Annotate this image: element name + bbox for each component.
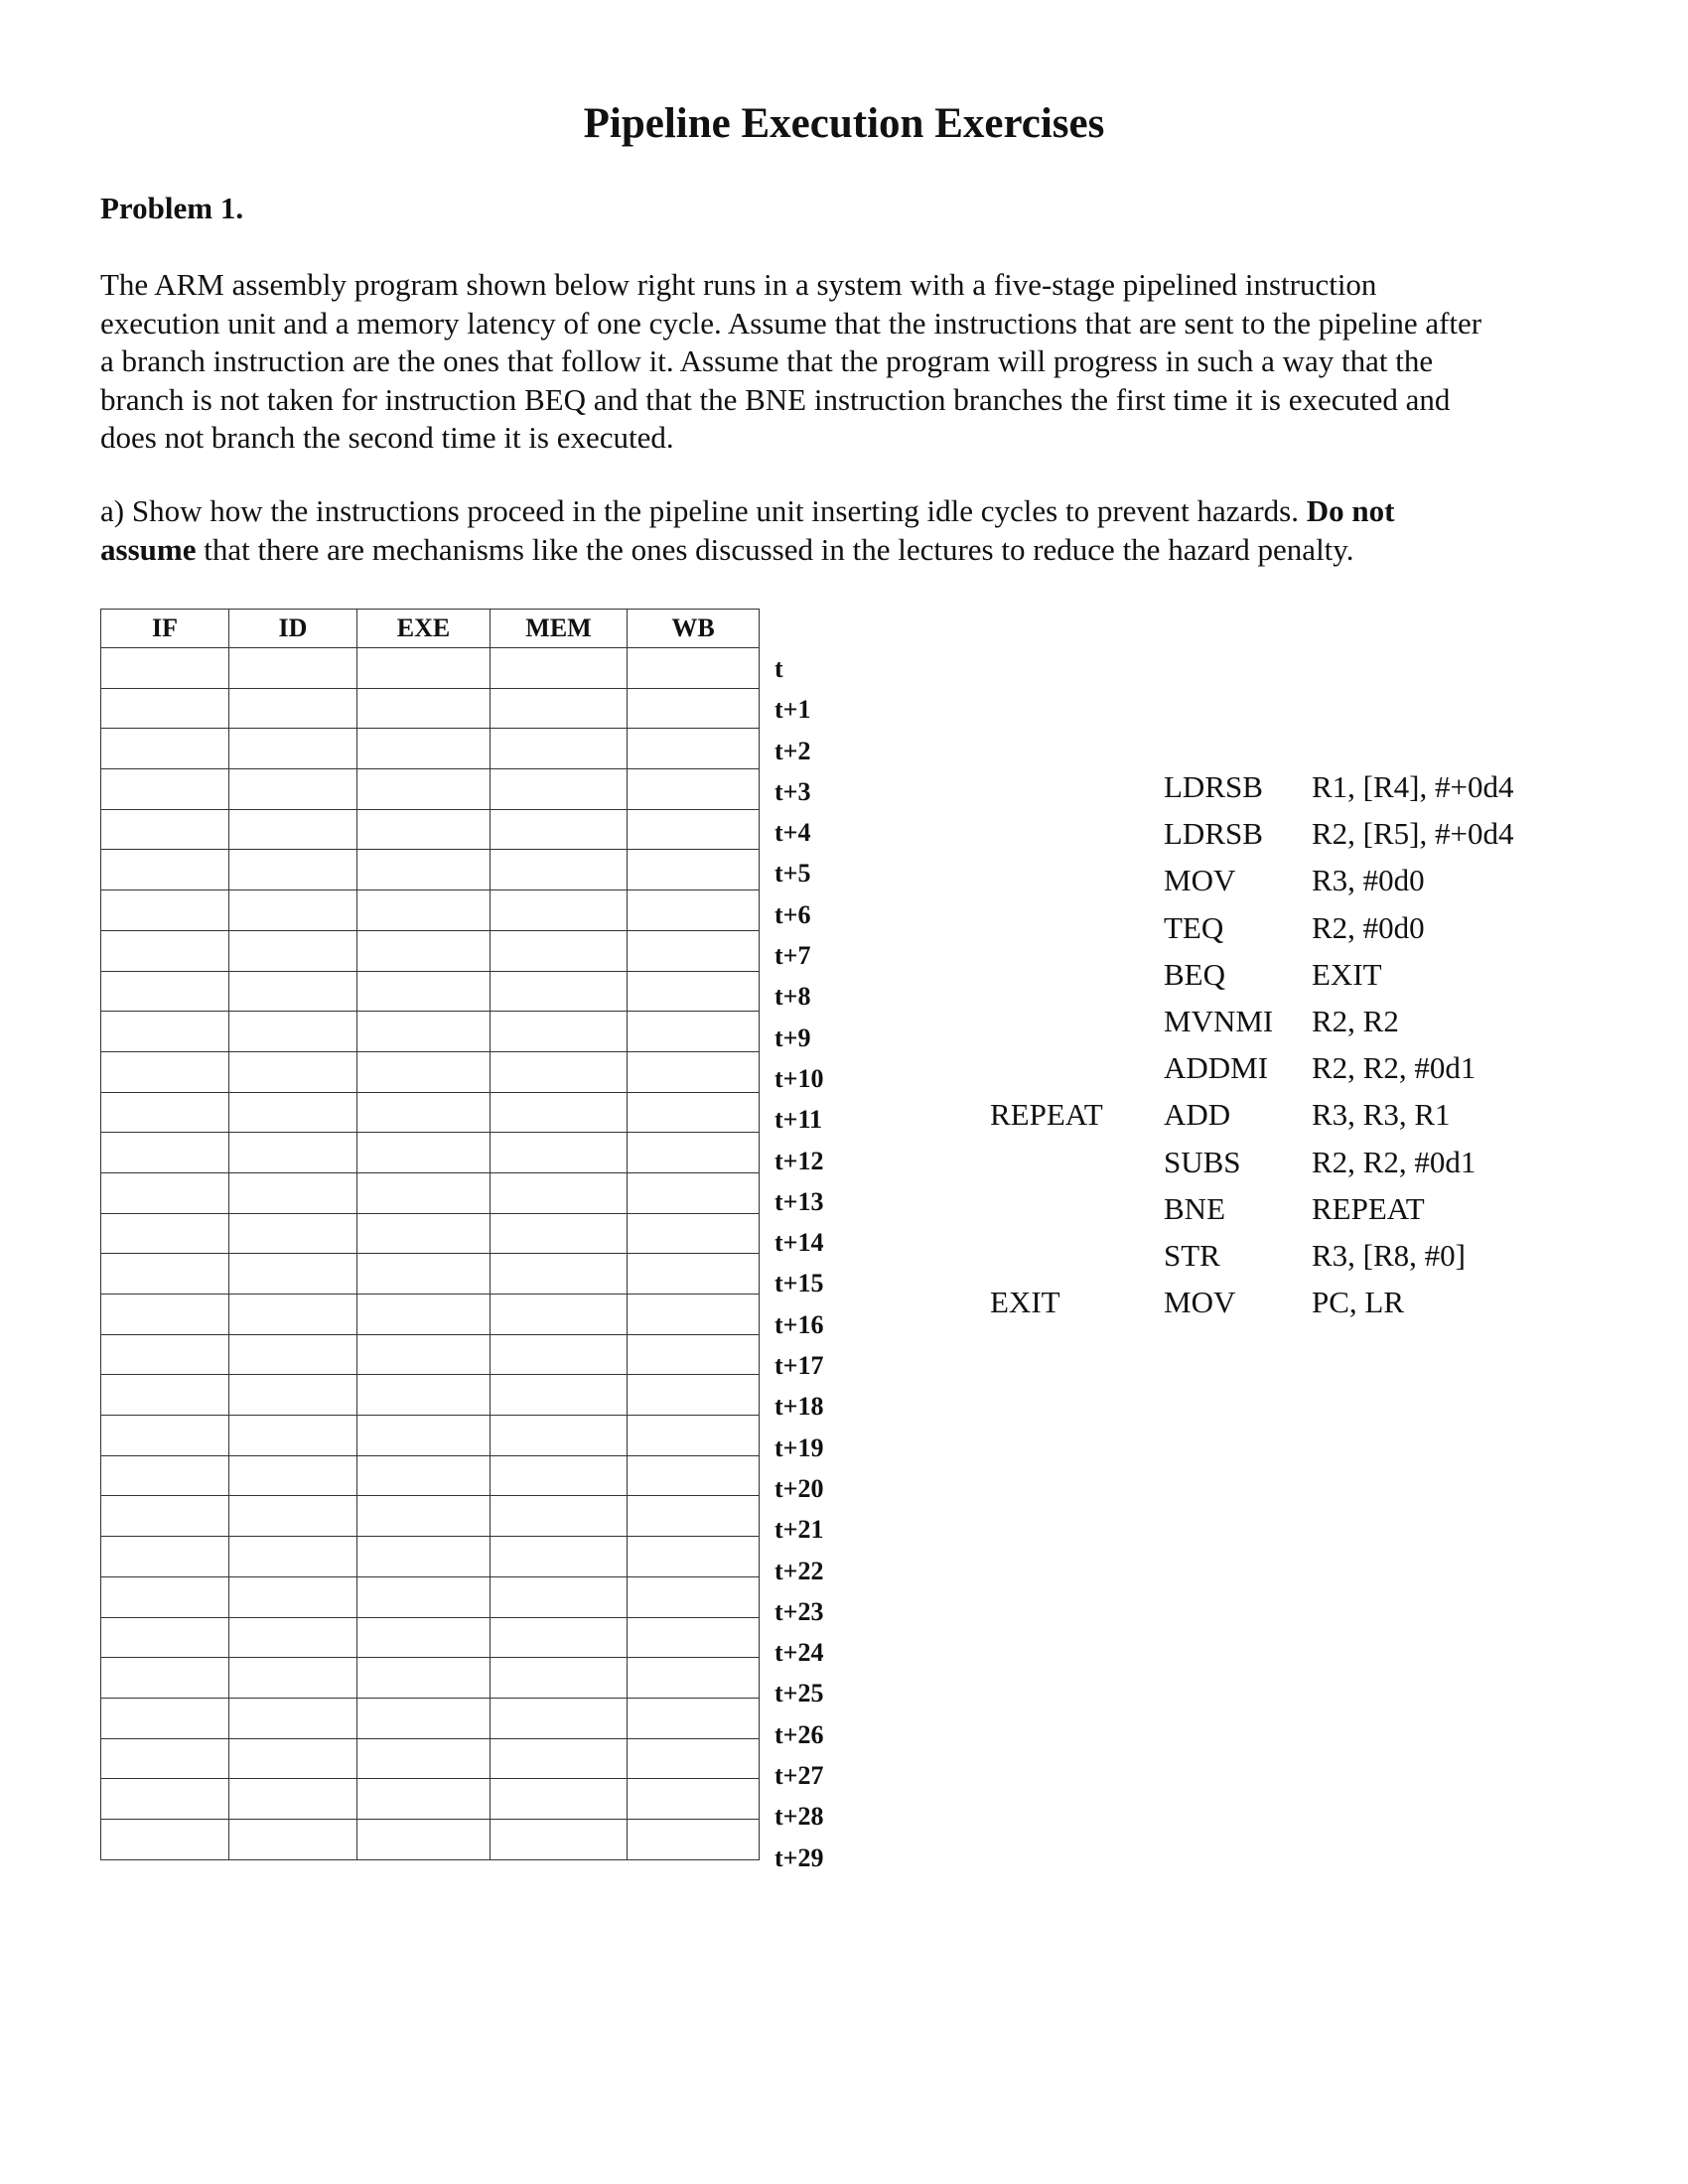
problem-description (100, 266, 1610, 458)
pipeline-row (101, 1172, 760, 1213)
instruction-operands: R1, [R4], #+0d4 (1312, 769, 1514, 804)
pipeline-cell[interactable] (229, 1576, 357, 1617)
pipeline-cell[interactable] (357, 809, 491, 850)
pipeline-cell[interactable] (101, 850, 229, 890)
time-label: t+10 (774, 1063, 824, 1093)
pipeline-cell[interactable] (357, 1819, 491, 1859)
pipeline-cell[interactable] (491, 1092, 628, 1133)
pipeline-cell[interactable] (101, 1133, 229, 1173)
pipeline-cell[interactable] (628, 1092, 760, 1133)
pipeline-cell[interactable] (491, 850, 628, 890)
instruction-opcode: TEQ (1164, 909, 1224, 945)
part-a-emphasis: assume (100, 531, 197, 567)
pipeline-cell[interactable] (101, 1496, 229, 1537)
pipeline-cell[interactable] (101, 1254, 229, 1295)
pipeline-cell[interactable] (357, 890, 491, 931)
pipeline-row (101, 1092, 760, 1133)
time-label: t+29 (774, 1843, 824, 1872)
pipeline-row (101, 769, 760, 810)
pipeline-cell[interactable] (628, 850, 760, 890)
pipeline-row (101, 1698, 760, 1738)
instruction-operands: R3, R3, R1 (1312, 1097, 1451, 1133)
pipeline-cell[interactable] (101, 1092, 229, 1133)
pipeline-cell[interactable] (357, 1172, 491, 1213)
pipeline-cell[interactable] (491, 1012, 628, 1052)
pipeline-cell[interactable] (101, 890, 229, 931)
pipeline-row (101, 1254, 760, 1295)
pipeline-cell[interactable] (628, 1416, 760, 1456)
pipeline-cell[interactable] (628, 890, 760, 931)
time-label: t+4 (774, 818, 811, 848)
pipeline-row (101, 1334, 760, 1375)
pipeline-cell[interactable] (357, 1658, 491, 1699)
time-label: t+25 (774, 1679, 824, 1708)
pipeline-cell[interactable] (491, 809, 628, 850)
pipeline-cell[interactable] (628, 1738, 760, 1779)
time-label: t+16 (774, 1309, 824, 1339)
pipeline-cell[interactable] (357, 850, 491, 890)
pipeline-cell[interactable] (491, 769, 628, 810)
instruction-opcode: LDRSB (1164, 769, 1263, 804)
pipeline-row (101, 648, 760, 689)
pipeline-cell[interactable] (628, 648, 760, 689)
pipeline-cell[interactable] (229, 1172, 357, 1213)
pipeline-cell[interactable] (229, 769, 357, 810)
instruction-label: EXIT (990, 1285, 1060, 1320)
pipeline-cell[interactable] (101, 1658, 229, 1699)
instruction-label: REPEAT (990, 1097, 1103, 1133)
description-line: branch is not taken for instruction BEQ and that the BNE instruction branches the first time it is executed and (100, 381, 1451, 417)
pipeline-cell[interactable] (357, 1295, 491, 1335)
pipeline-cell[interactable] (491, 1334, 628, 1375)
pipeline-cell[interactable] (491, 971, 628, 1012)
pipeline-cell[interactable] (101, 1295, 229, 1335)
stage-header-if: IF (101, 610, 229, 648)
instruction-operands: R2, [R5], #+0d4 (1312, 816, 1514, 852)
time-label: t+12 (774, 1146, 824, 1175)
pipeline-cell[interactable] (229, 1334, 357, 1375)
pipeline-cell[interactable] (491, 1416, 628, 1456)
pipeline-cell[interactable] (229, 930, 357, 971)
instruction-operands: REPEAT (1312, 1190, 1425, 1226)
pipeline-cell[interactable] (101, 1698, 229, 1738)
pipeline-cell[interactable] (628, 1213, 760, 1254)
instruction-operands: R2, R2, #0d1 (1312, 1144, 1477, 1179)
pipeline-row (101, 930, 760, 971)
pipeline-cell[interactable] (628, 1254, 760, 1295)
pipeline-cell[interactable] (628, 1334, 760, 1375)
pipeline-cell[interactable] (491, 1375, 628, 1416)
pipeline-cell[interactable] (357, 1375, 491, 1416)
pipeline-cell[interactable] (357, 1416, 491, 1456)
part-a-line-2 (100, 531, 1610, 570)
pipeline-cell[interactable] (491, 1658, 628, 1699)
pipeline-cell[interactable] (101, 688, 229, 729)
pipeline-cell[interactable] (229, 971, 357, 1012)
pipeline-cell[interactable] (229, 1254, 357, 1295)
pipeline-cell[interactable] (628, 971, 760, 1012)
pipeline-cell[interactable] (101, 1012, 229, 1052)
pipeline-cell[interactable] (101, 729, 229, 769)
pipeline-cell[interactable] (357, 1051, 491, 1092)
instruction-opcode: MOV (1164, 863, 1236, 898)
instruction-operands: R3, [R8, #0] (1312, 1237, 1466, 1273)
pipeline-cell[interactable] (357, 1537, 491, 1577)
pipeline-row (101, 971, 760, 1012)
stage-header-exe: EXE (357, 610, 491, 648)
pipeline-row (101, 1416, 760, 1456)
pipeline-cell[interactable] (229, 1537, 357, 1577)
pipeline-row (101, 1819, 760, 1859)
pipeline-cell[interactable] (101, 1455, 229, 1496)
instruction-opcode: SUBS (1164, 1144, 1241, 1179)
part-a-line-1 (100, 492, 1610, 531)
time-label: t+19 (774, 1433, 824, 1462)
pipeline-cell[interactable] (491, 648, 628, 689)
pipeline-row (101, 1617, 760, 1658)
pipeline-cell[interactable] (101, 809, 229, 850)
pipeline-cell[interactable] (229, 1051, 357, 1092)
pipeline-cell[interactable] (357, 1576, 491, 1617)
pipeline-cell[interactable] (628, 1051, 760, 1092)
pipeline-row (101, 1133, 760, 1173)
pipeline-cell[interactable] (357, 769, 491, 810)
pipeline-cell[interactable] (357, 930, 491, 971)
pipeline-cell[interactable] (357, 971, 491, 1012)
pipeline-cell[interactable] (491, 688, 628, 729)
pipeline-cell[interactable] (491, 1496, 628, 1537)
pipeline-cell[interactable] (357, 1092, 491, 1133)
pipeline-cell[interactable] (491, 1133, 628, 1173)
time-label: t+11 (774, 1105, 823, 1135)
instruction-operands: R2, #0d0 (1312, 909, 1425, 945)
instruction-operands: R2, R2, #0d1 (1312, 1050, 1477, 1086)
page-title: Pipeline Execution Exercises (583, 100, 1105, 147)
pipeline-row (101, 1576, 760, 1617)
pipeline-cell[interactable] (628, 1658, 760, 1699)
pipeline-cell[interactable] (628, 1698, 760, 1738)
pipeline-row (101, 1213, 760, 1254)
pipeline-table (100, 609, 760, 1860)
pipeline-cell[interactable] (229, 648, 357, 689)
pipeline-cell[interactable] (229, 1455, 357, 1496)
pipeline-cell[interactable] (357, 1012, 491, 1052)
pipeline-cell[interactable] (491, 729, 628, 769)
stage-header-id: ID (229, 610, 357, 648)
time-label: t+22 (774, 1556, 824, 1585)
time-label: t+21 (774, 1515, 824, 1545)
pipeline-cell[interactable] (628, 1617, 760, 1658)
pipeline-cell[interactable] (229, 1012, 357, 1052)
description-line: a branch instruction are the ones that follow it. Assume that the program will progress in such a way that the (100, 343, 1434, 378)
pipeline-cell[interactable] (628, 1295, 760, 1335)
instruction-operands: PC, LR (1312, 1285, 1405, 1320)
pipeline-cell[interactable] (357, 1455, 491, 1496)
stage-header-mem: MEM (491, 610, 628, 648)
instruction-opcode: STR (1164, 1237, 1220, 1273)
problem-heading: Problem 1. (100, 191, 244, 225)
instruction-operands: R2, R2 (1312, 1003, 1399, 1038)
time-label: t+6 (774, 899, 811, 929)
part-a-instructions (100, 492, 1610, 569)
time-label: t+3 (774, 776, 811, 806)
pipeline-cell[interactable] (491, 1819, 628, 1859)
time-label: t+9 (774, 1023, 811, 1052)
pipeline-cell[interactable] (229, 1092, 357, 1133)
pipeline-header-row (101, 610, 760, 648)
pipeline-row (101, 1738, 760, 1779)
pipeline-cell[interactable] (101, 1537, 229, 1577)
pipeline-cell[interactable] (628, 1496, 760, 1537)
pipeline-cell[interactable] (491, 890, 628, 931)
pipeline-cell[interactable] (101, 1051, 229, 1092)
pipeline-cell[interactable] (491, 1617, 628, 1658)
pipeline-cell[interactable] (628, 1012, 760, 1052)
pipeline-cell[interactable] (101, 1819, 229, 1859)
pipeline-cell[interactable] (357, 1213, 491, 1254)
pipeline-cell[interactable] (628, 809, 760, 850)
time-label: t+15 (774, 1269, 824, 1298)
pipeline-cell[interactable] (628, 1819, 760, 1859)
pipeline-cell[interactable] (357, 1496, 491, 1537)
pipeline-cell[interactable] (101, 930, 229, 971)
pipeline-row (101, 890, 760, 931)
time-label: t+1 (774, 695, 811, 725)
pipeline-cell[interactable] (229, 809, 357, 850)
pipeline-cell[interactable] (229, 1738, 357, 1779)
time-label: t+13 (774, 1186, 824, 1216)
time-labels (774, 648, 823, 1878)
pipeline-row (101, 1779, 760, 1820)
pipeline-cell[interactable] (628, 769, 760, 810)
pipeline-row (101, 1012, 760, 1052)
pipeline-table-body (101, 648, 760, 1860)
pipeline-cell[interactable] (101, 648, 229, 689)
pipeline-cell[interactable] (101, 769, 229, 810)
time-label: t+5 (774, 859, 811, 888)
pipeline-cell[interactable] (628, 1133, 760, 1173)
pipeline-row (101, 1455, 760, 1496)
pipeline-cell[interactable] (101, 971, 229, 1012)
pipeline-cell[interactable] (357, 1698, 491, 1738)
pipeline-cell[interactable] (101, 1779, 229, 1820)
pipeline-cell[interactable] (357, 729, 491, 769)
time-label: t+23 (774, 1596, 824, 1626)
pipeline-cell[interactable] (229, 1779, 357, 1820)
time-label: t+7 (774, 941, 811, 971)
pipeline-cell[interactable] (628, 729, 760, 769)
instruction-opcode: MVNMI (1164, 1003, 1274, 1038)
pipeline-cell[interactable] (491, 1698, 628, 1738)
pipeline-cell[interactable] (357, 1254, 491, 1295)
time-label: t+27 (774, 1761, 824, 1791)
pipeline-cell[interactable] (101, 1738, 229, 1779)
part-a-text: a) Show how the instructions proceed in the pipeline unit inserting idle cycles to prevent hazards. (100, 493, 1307, 528)
pipeline-cell[interactable] (628, 1172, 760, 1213)
pipeline-row (101, 1295, 760, 1335)
pipeline-cell[interactable] (229, 1416, 357, 1456)
description-line: The ARM assembly program shown below right runs in a system with a five-stage pipelined instruction (100, 267, 1377, 302)
pipeline-cell[interactable] (229, 1658, 357, 1699)
pipeline-cell[interactable] (357, 688, 491, 729)
time-label: t+26 (774, 1719, 824, 1749)
pipeline-cell[interactable] (357, 1133, 491, 1173)
part-a-emphasis: Do not (1306, 493, 1395, 528)
pipeline-cell[interactable] (229, 1213, 357, 1254)
time-label: t+24 (774, 1638, 824, 1668)
pipeline-row (101, 1051, 760, 1092)
pipeline-cell[interactable] (491, 1455, 628, 1496)
time-label: t+20 (774, 1473, 824, 1503)
pipeline-cell[interactable] (101, 1375, 229, 1416)
pipeline-row (101, 850, 760, 890)
time-label: t+14 (774, 1228, 824, 1258)
pipeline-cell[interactable] (101, 1416, 229, 1456)
pipeline-cell[interactable] (101, 1576, 229, 1617)
pipeline-row (101, 809, 760, 850)
pipeline-cell[interactable] (628, 1537, 760, 1577)
pipeline-cell[interactable] (229, 1375, 357, 1416)
time-label: t+17 (774, 1351, 824, 1381)
pipeline-cell[interactable] (229, 850, 357, 890)
pipeline-row (101, 729, 760, 769)
pipeline-cell[interactable] (357, 1617, 491, 1658)
pipeline-cell[interactable] (229, 890, 357, 931)
instruction-operands: EXIT (1312, 956, 1382, 992)
pipeline-cell[interactable] (628, 688, 760, 729)
pipeline-cell[interactable] (101, 1617, 229, 1658)
pipeline-cell[interactable] (229, 688, 357, 729)
pipeline-cell[interactable] (357, 1779, 491, 1820)
pipeline-cell[interactable] (101, 1334, 229, 1375)
pipeline-row (101, 688, 760, 729)
time-label: t (774, 654, 783, 683)
description-line: execution unit and a memory latency of one cycle. Assume that the instructions that are sent to the pipeline after (100, 305, 1482, 341)
pipeline-cell[interactable] (357, 1334, 491, 1375)
pipeline-cell[interactable] (357, 1738, 491, 1779)
pipeline-cell[interactable] (229, 1496, 357, 1537)
instruction-opcode: MOV (1164, 1285, 1236, 1320)
pipeline-cell[interactable] (229, 1698, 357, 1738)
time-label: t+18 (774, 1392, 824, 1422)
part-a-text: that there are mechanisms like the ones discussed in the lectures to reduce the hazard penalty. (196, 531, 1354, 567)
pipeline-cell[interactable] (491, 1051, 628, 1092)
instruction-opcode: ADD (1164, 1097, 1231, 1133)
pipeline-cell[interactable] (491, 1254, 628, 1295)
pipeline-cell[interactable] (101, 1213, 229, 1254)
pipeline-cell[interactable] (229, 1617, 357, 1658)
pipeline-cell[interactable] (628, 1779, 760, 1820)
description-line: does not branch the second time it is executed. (100, 420, 674, 455)
pipeline-cell[interactable] (357, 648, 491, 689)
instruction-opcode: BNE (1164, 1190, 1225, 1226)
pipeline-cell[interactable] (628, 930, 760, 971)
time-label: t+28 (774, 1802, 824, 1832)
pipeline-row (101, 1496, 760, 1537)
pipeline-cell[interactable] (491, 1576, 628, 1617)
pipeline-cell[interactable] (229, 1133, 357, 1173)
pipeline-cell[interactable] (491, 1779, 628, 1820)
instruction-opcode: LDRSB (1164, 816, 1263, 852)
instruction-opcode: BEQ (1164, 956, 1225, 992)
stage-header-wb: WB (628, 610, 760, 648)
time-label: t+2 (774, 736, 811, 765)
pipeline-cell[interactable] (628, 1375, 760, 1416)
pipeline-cell[interactable] (229, 1295, 357, 1335)
pipeline-row (101, 1375, 760, 1416)
pipeline-cell[interactable] (229, 1819, 357, 1859)
pipeline-cell[interactable] (628, 1455, 760, 1496)
pipeline-cell[interactable] (491, 1172, 628, 1213)
pipeline-row (101, 1537, 760, 1577)
instruction-opcode: ADDMI (1164, 1050, 1269, 1086)
pipeline-cell[interactable] (491, 930, 628, 971)
pipeline-cell[interactable] (491, 1295, 628, 1335)
pipeline-row (101, 1658, 760, 1699)
pipeline-cell[interactable] (101, 1172, 229, 1213)
pipeline-cell[interactable] (628, 1576, 760, 1617)
pipeline-cell[interactable] (491, 1537, 628, 1577)
instruction-operands: R3, #0d0 (1312, 863, 1425, 898)
pipeline-cell[interactable] (491, 1213, 628, 1254)
time-label: t+8 (774, 982, 811, 1012)
pipeline-cell[interactable] (229, 729, 357, 769)
pipeline-cell[interactable] (491, 1738, 628, 1779)
